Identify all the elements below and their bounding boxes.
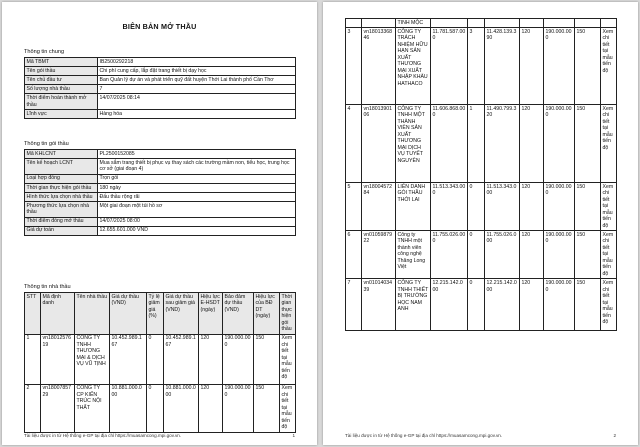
table-cell: 190.000.000: [544, 105, 575, 183]
table-row: [346, 105, 617, 183]
table-cell: 11.428.139.390: [485, 28, 520, 105]
column-header: Thời gian thực hiện gói thầu: [280, 293, 296, 335]
row-label: Mã TBMT: [25, 58, 98, 67]
row-label: Thời gian thực hiện gói thầu: [25, 183, 98, 192]
column-header: Hiệu lực của BĐ DT (ngày): [254, 293, 280, 335]
table-row: [346, 279, 617, 331]
row-value: IB2500292218: [98, 58, 296, 67]
table-row: [25, 192, 296, 201]
row-value: Một giai đoạn một túi hồ sơ: [98, 201, 296, 217]
table-row: [25, 76, 296, 85]
table-cell: 120: [520, 183, 544, 231]
row-value: PL2500152085: [98, 150, 296, 159]
table-cell: 150: [575, 183, 601, 231]
bidders-table-continued: [345, 18, 617, 331]
row-value: Đấu thầu rộng rãi: [98, 192, 296, 201]
table-cell: CÔNG TY CP KIẾN TRÚC NỘI THẤT: [75, 384, 110, 432]
table-cell: vn1800785729: [41, 384, 75, 432]
table-cell: 11.755.026.000: [485, 231, 520, 279]
table-row: [25, 94, 296, 110]
table-cell: 0: [468, 231, 485, 279]
table-cell: 11.513.343.000: [431, 183, 468, 231]
table-cell: 5: [346, 183, 362, 231]
table-row: [25, 150, 296, 159]
row-label: Giá dự toán: [25, 226, 98, 235]
row-value: 12.655.601.000 VND: [98, 226, 296, 235]
table-row: [25, 201, 296, 217]
section-heading-general: Thông tin chung: [24, 49, 65, 55]
table-cell: CÔNG TY TNHH THIẾT BỊ TRƯỜNG HỌC NAM ANH: [396, 279, 431, 331]
column-header: Hiệu lực E-HSDT (ngày): [199, 293, 223, 335]
row-label: Lĩnh vực: [25, 109, 98, 118]
table-cell: 120: [520, 279, 544, 331]
table-cell: 10.881.000.000: [164, 384, 199, 432]
table-row: [25, 85, 296, 94]
table-cell: 150: [254, 334, 280, 384]
page-footer: [345, 433, 616, 439]
table-cell: 10.452.989.167: [164, 334, 199, 384]
table-cell: 150: [254, 384, 280, 432]
table-cell: vn0101403439: [362, 279, 396, 331]
row-value: 14/07/2025 08:14: [98, 94, 296, 110]
table-cell: 190.000.000: [544, 28, 575, 105]
progress-detail-link[interactable]: Xem chi tiết tại mẫu tiến độ: [601, 105, 617, 183]
table-cell: 0: [147, 384, 164, 432]
table-cell: 150: [575, 279, 601, 331]
bidders-table: [24, 292, 296, 433]
table-row: [25, 58, 296, 67]
table-cell: 150: [575, 28, 601, 105]
table-cell: 11.755.026.000: [431, 231, 468, 279]
column-header: Tên nhà thầu: [75, 293, 110, 335]
column-header: Tỷ lệ giảm giá (%): [147, 293, 164, 335]
table-cell: vn0105987922: [362, 231, 396, 279]
table-cell: CÔNG TY TNHH THƯƠNG MẠI & DỊCH VỤ VŨ TỊNH: [75, 334, 110, 384]
table-cell: 190.000.000: [223, 384, 254, 432]
column-header: Mã định danh: [41, 293, 75, 335]
table-cell: 10.452.989.167: [110, 334, 147, 384]
row-label: Số lượng nhà thầu: [25, 85, 98, 94]
table-cell: 120: [199, 334, 223, 384]
row-label: Tên kế hoạch LCNT: [25, 159, 98, 175]
row-label: Thời điểm hoàn thành mở thầu: [25, 94, 98, 110]
table-cell: 120: [199, 384, 223, 432]
row-label: Tên chủ đầu tư: [25, 76, 98, 85]
table-cell: 2: [25, 384, 41, 432]
table-cell: 11.606.868.000: [431, 105, 468, 183]
table-cell: vn1800457284: [362, 183, 396, 231]
row-value: Trọn gói: [98, 174, 296, 183]
document-page-2: [323, 2, 638, 445]
table-cell: 12.215.142.000: [431, 279, 468, 331]
table-row: [25, 174, 296, 183]
table-cell: 190.000.000: [544, 231, 575, 279]
progress-detail-link[interactable]: Xem chi tiết tại mẫu tiến độ: [601, 183, 617, 231]
progress-detail-link[interactable]: Xem chi tiết tại mẫu tiến độ: [280, 334, 296, 384]
row-label: Thời điểm đóng mở thầu: [25, 217, 98, 226]
row-label: Hình thức lựa chọn nhà thầu: [25, 192, 98, 201]
table-cell: vn1801390106: [362, 105, 396, 183]
column-header: Giá dự thầu sau giảm giá (VND): [164, 293, 199, 335]
table-row: [25, 109, 296, 118]
row-value: 180 ngày: [98, 183, 296, 192]
package-info-table: [24, 149, 296, 236]
table-cell: LIÊN DANH GÓI THẦU THỚI LAI: [396, 183, 431, 231]
column-header: STT: [25, 293, 41, 335]
table-row: [25, 226, 296, 235]
table-row: [25, 384, 296, 432]
table-row: [25, 67, 296, 76]
table-cell: 120: [520, 231, 544, 279]
table-cell: TINH MỘC: [396, 19, 431, 28]
table-cell: 150: [575, 231, 601, 279]
table-cell: 11.781.587.000: [431, 28, 468, 105]
table-cell: 0: [468, 183, 485, 231]
table-cell: 0: [468, 279, 485, 331]
row-label: Loại hợp đồng: [25, 174, 98, 183]
table-cell: 10.881.000.000: [110, 384, 147, 432]
table-cell: 12.215.142.000: [485, 279, 520, 331]
table-cell: 3: [468, 28, 485, 105]
progress-detail-link[interactable]: Xem chi tiết tại mẫu tiến độ: [280, 384, 296, 432]
table-row: [25, 217, 296, 226]
table-cell: 6: [346, 231, 362, 279]
row-label: Mã KHLCNT: [25, 150, 98, 159]
table-row: [25, 183, 296, 192]
page-number: 2: [613, 433, 616, 439]
table-cell: 1: [468, 105, 485, 183]
table-cell: CÔNG TY TRÁCH NHIỆM HỮU HẠN SẢN XUẤT THƯƠNG MẠI XUẤT NHẬP KHẨU HATHACO: [396, 28, 431, 105]
table-cell: 11.513.343.000: [485, 183, 520, 231]
table-cell: vn1801257619: [41, 334, 75, 384]
row-value: Hàng hóa: [98, 109, 296, 118]
general-info-table: [24, 57, 296, 119]
table-cell: 3: [346, 28, 362, 105]
table-cell: 190.000.000: [544, 183, 575, 231]
table-row: [346, 231, 617, 279]
table-cell: 1: [25, 334, 41, 384]
table-row: [25, 334, 296, 384]
progress-detail-link[interactable]: Xem chi tiết tại mẫu tiến độ: [601, 231, 617, 279]
column-header: Bảo đảm dự thầu (VND): [223, 293, 254, 335]
table-cell: 7: [346, 279, 362, 331]
row-value: Mua sắm trang thiết bị phục vụ thay sách các trường mầm non, tiểu học, trung học cơ sở (giai đoạn 4): [98, 159, 296, 175]
row-value: Chi phí cung cấp, lắp đặt trang thiết bị dạy học: [98, 67, 296, 76]
footer-source-text: Tài liệu được in từ Hệ thống e-GP tại địa chỉ https://muasamcong.mpi.gov.vn.: [24, 433, 182, 439]
table-cell: 120: [520, 28, 544, 105]
table-cell: 120: [520, 105, 544, 183]
table-cell: 11.490.799.320: [485, 105, 520, 183]
table-cell: 0: [147, 334, 164, 384]
table-row: [346, 183, 617, 231]
page-title: BIÊN BẢN MỞ THẦU: [122, 22, 197, 31]
table-cell: Công ty TNHH một thành viên công nghệ Thăng Long Việt: [396, 231, 431, 279]
progress-detail-link[interactable]: Xem chi tiết tại mẫu tiến độ: [601, 28, 617, 105]
table-cell: 190.000.000: [223, 334, 254, 384]
row-value: 14/07/2025 08:00: [98, 217, 296, 226]
progress-detail-link[interactable]: Xem chi tiết tại mẫu tiến độ: [601, 279, 617, 331]
table-cell: 190.000.000: [544, 279, 575, 331]
section-heading-bidders: Thông tin nhà thầu: [24, 284, 71, 290]
column-header: Giá dự thầu (VND): [110, 293, 147, 335]
row-value: 7: [98, 85, 296, 94]
page-number: 1: [292, 433, 295, 439]
table-row-continuation: [346, 19, 617, 28]
document-page-1: [2, 2, 317, 445]
footer-source-text: Tài liệu được in từ Hệ thống e-GP tại địa chỉ https://muasamcong.mpi.gov.vn.: [345, 433, 503, 439]
row-label: Phương thức lựa chọn nhà thầu: [25, 201, 98, 217]
table-row: [346, 28, 617, 105]
table-cell: vn1801336846: [362, 28, 396, 105]
row-value: Ban Quản lý dự án và phát triển quỹ đất huyện Thới Lai thành phố Cần Thơ: [98, 76, 296, 85]
table-cell: 150: [575, 105, 601, 183]
section-heading-package: Thông tin gói thầu: [24, 141, 69, 147]
page-footer: [24, 433, 295, 439]
table-row: [25, 159, 296, 175]
row-label: Tên gói thầu: [25, 67, 98, 76]
table-cell: 4: [346, 105, 362, 183]
table-cell: CÔNG TY TNHH MỘT THÀNH VIÊN SẢN XUẤT THƯƠNG MẠI DỊCH VỤ TUYẾT NGUYÊN: [396, 105, 431, 183]
